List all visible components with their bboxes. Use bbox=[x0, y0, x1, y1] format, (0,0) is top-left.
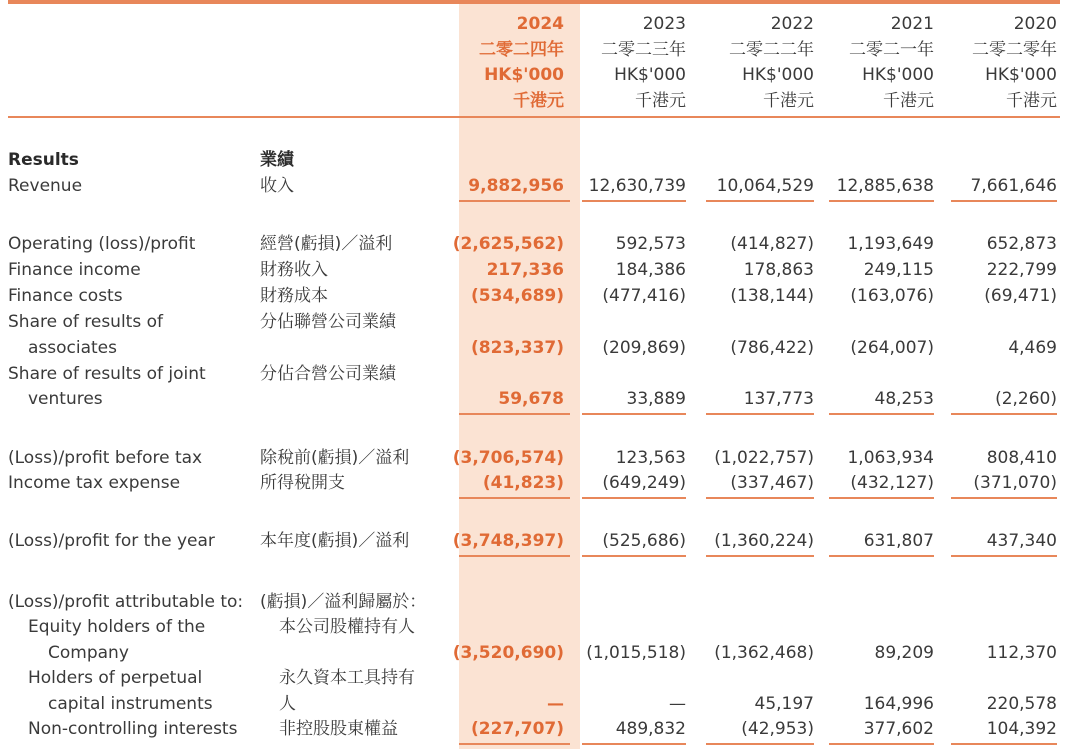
underline bbox=[459, 413, 570, 415]
header-unit: HK$'000 bbox=[985, 65, 1057, 85]
label-en: Income tax expense bbox=[8, 473, 181, 493]
header-year-zh: 二零二二年 bbox=[729, 39, 814, 60]
value-2023: (525,686) bbox=[602, 531, 686, 551]
underline bbox=[582, 200, 686, 202]
header-unit: HK$'000 bbox=[862, 65, 934, 85]
value-2021: 164,996 bbox=[863, 694, 934, 714]
label-en: Share of results of bbox=[8, 312, 163, 332]
value-2024: (3,520,690) bbox=[452, 643, 564, 663]
underline bbox=[951, 743, 1057, 745]
value-2023: 592,573 bbox=[615, 234, 686, 254]
value-2023: 184,386 bbox=[615, 260, 686, 280]
label-zh: 本年度(虧損)／溢利 bbox=[260, 531, 410, 551]
value-2020: 104,392 bbox=[986, 719, 1057, 739]
label-zh: 除稅前(虧損)／溢利 bbox=[260, 448, 410, 468]
value-2022: (1,022,757) bbox=[714, 448, 814, 468]
label-en: Non-controlling interests bbox=[28, 719, 238, 739]
row-for-the-year bbox=[0, 528, 1080, 554]
value-2020: 808,410 bbox=[986, 448, 1057, 468]
label-en: (Loss)/profit for the year bbox=[8, 531, 215, 551]
header-col-2024 bbox=[450, 12, 564, 114]
label-en: Operating (loss)/profit bbox=[8, 234, 196, 254]
underline bbox=[706, 555, 814, 557]
label-zh: 非控股股東權益 bbox=[279, 719, 398, 739]
value-2022: (138,144) bbox=[730, 286, 814, 306]
value-2020: 4,469 bbox=[1008, 338, 1057, 358]
underline bbox=[459, 497, 570, 499]
header-unit: HK$'000 bbox=[484, 65, 564, 85]
value-2020: 652,873 bbox=[986, 234, 1057, 254]
label-en: associates bbox=[28, 338, 118, 358]
value-2023: 12,630,739 bbox=[588, 176, 686, 196]
label-zh: 所得稅開支 bbox=[260, 473, 345, 493]
value-2023: 33,889 bbox=[626, 389, 686, 409]
value-2024: (227,707) bbox=[471, 719, 564, 739]
value-2021: (432,127) bbox=[850, 473, 934, 493]
row-revenue bbox=[0, 173, 1080, 199]
value-2020: 222,799 bbox=[986, 260, 1057, 280]
value-2024: (41,823) bbox=[482, 473, 564, 493]
value-2022: 10,064,529 bbox=[716, 176, 814, 196]
label-en: Results bbox=[8, 150, 79, 170]
row-income-tax bbox=[0, 470, 1080, 496]
label-zh: 財務收入 bbox=[260, 260, 328, 280]
underline bbox=[459, 200, 570, 202]
value-2023: (477,416) bbox=[602, 286, 686, 306]
header-year-zh: 二零二四年 bbox=[479, 39, 564, 60]
value-2021: (163,076) bbox=[850, 286, 934, 306]
value-2023: — bbox=[669, 694, 686, 714]
label-en: Revenue bbox=[8, 176, 83, 196]
underline bbox=[706, 743, 814, 745]
row-perpetual-line1 bbox=[0, 665, 1080, 691]
label-en: (Loss)/profit attributable to: bbox=[8, 592, 244, 612]
header-unit-zh: 千港元 bbox=[513, 90, 564, 111]
underline bbox=[582, 413, 686, 415]
row-operating bbox=[0, 231, 1080, 257]
section-results bbox=[0, 147, 1080, 173]
value-2021: 1,193,649 bbox=[847, 234, 934, 254]
label-en: (Loss)/profit before tax bbox=[8, 448, 203, 468]
value-2020: 112,370 bbox=[986, 643, 1057, 663]
value-2023: (1,015,518) bbox=[586, 643, 686, 663]
header-rule bbox=[8, 116, 1060, 118]
row-associates-line2 bbox=[0, 335, 1080, 361]
row-before-tax bbox=[0, 445, 1080, 471]
header-unit-zh: 千港元 bbox=[1006, 90, 1057, 111]
header-unit-zh: 千港元 bbox=[883, 90, 934, 111]
value-2022: (786,422) bbox=[730, 338, 814, 358]
header-year: 2020 bbox=[1013, 14, 1057, 34]
value-2023: (209,869) bbox=[602, 338, 686, 358]
underline bbox=[951, 413, 1057, 415]
underline bbox=[829, 413, 934, 415]
label-en: Finance income bbox=[8, 260, 141, 280]
label-zh: 分佔聯營公司業績 bbox=[260, 312, 396, 332]
header-year-zh: 二零二三年 bbox=[601, 39, 686, 60]
value-2022: (1,360,224) bbox=[714, 531, 814, 551]
value-2024: (3,706,574) bbox=[452, 448, 564, 468]
row-joint-ventures-line1 bbox=[0, 361, 1080, 387]
value-2024: (534,689) bbox=[471, 286, 564, 306]
value-2021: (264,007) bbox=[850, 338, 934, 358]
label-zh: 分佔合營公司業績 bbox=[260, 364, 396, 384]
label-zh: 永久資本工具持有 bbox=[279, 668, 415, 688]
label-en: capital instruments bbox=[48, 694, 213, 714]
value-2024: 9,882,956 bbox=[468, 176, 564, 196]
value-2024: 59,678 bbox=[498, 389, 564, 409]
header-unit-zh: 千港元 bbox=[635, 90, 686, 111]
underline bbox=[829, 743, 934, 745]
underline bbox=[706, 413, 814, 415]
label-en: Equity holders of the bbox=[28, 617, 206, 637]
row-non-controlling bbox=[0, 716, 1080, 742]
value-2024: 217,336 bbox=[486, 260, 564, 280]
underline bbox=[951, 497, 1057, 499]
header-year-zh: 二零二一年 bbox=[849, 39, 934, 60]
underline bbox=[829, 555, 934, 557]
value-2021: 1,063,934 bbox=[847, 448, 934, 468]
value-2022: 45,197 bbox=[754, 694, 814, 714]
underline bbox=[582, 743, 686, 745]
label-en: Share of results of joint bbox=[8, 364, 206, 384]
header-col-2020 bbox=[943, 12, 1057, 114]
label-zh: 財務成本 bbox=[260, 286, 328, 306]
value-2022: (1,362,468) bbox=[714, 643, 814, 663]
value-2024: — bbox=[547, 694, 564, 714]
row-equity-holders-line1 bbox=[0, 614, 1080, 640]
underline bbox=[951, 200, 1057, 202]
underline bbox=[829, 200, 934, 202]
label-en: Company bbox=[48, 643, 129, 663]
header-col-2021 bbox=[820, 12, 934, 114]
value-2020: (2,260) bbox=[995, 389, 1057, 409]
value-2022: (414,827) bbox=[730, 234, 814, 254]
header-year-zh: 二零二零年 bbox=[972, 39, 1057, 60]
row-finance-income bbox=[0, 257, 1080, 283]
header-year: 2022 bbox=[770, 14, 814, 34]
label-zh: 經營(虧損)／溢利 bbox=[260, 234, 393, 254]
value-2020: 7,661,646 bbox=[970, 176, 1057, 196]
label-en: Holders of perpetual bbox=[28, 668, 203, 688]
underline bbox=[706, 200, 814, 202]
value-2024: (2,625,562) bbox=[452, 234, 564, 254]
row-perpetual-line2 bbox=[0, 691, 1080, 717]
header-year: 2023 bbox=[642, 14, 686, 34]
value-2023: 489,832 bbox=[615, 719, 686, 739]
value-2021: 12,885,638 bbox=[836, 176, 934, 196]
label-zh: 人 bbox=[279, 694, 296, 714]
value-2022: 178,863 bbox=[743, 260, 814, 280]
underline bbox=[459, 555, 570, 557]
label-zh: (虧損)／溢利歸屬於： bbox=[260, 592, 427, 612]
value-2023: 123,563 bbox=[615, 448, 686, 468]
row-attributable-heading bbox=[0, 589, 1080, 615]
value-2024: (823,337) bbox=[471, 338, 564, 358]
value-2022: (42,953) bbox=[741, 719, 814, 739]
label-zh: 業績 bbox=[260, 150, 294, 170]
value-2024: (3,748,397) bbox=[452, 531, 564, 551]
header-unit: HK$'000 bbox=[742, 65, 814, 85]
value-2021: 377,602 bbox=[863, 719, 934, 739]
underline bbox=[829, 497, 934, 499]
header-col-2022 bbox=[700, 12, 814, 114]
header-unit-zh: 千港元 bbox=[763, 90, 814, 111]
value-2020: 220,578 bbox=[986, 694, 1057, 714]
header-year: 2021 bbox=[890, 14, 934, 34]
value-2022: 137,773 bbox=[743, 389, 814, 409]
row-finance-costs bbox=[0, 283, 1080, 309]
label-zh: 本公司股權持有人 bbox=[279, 617, 415, 637]
row-associates-line1 bbox=[0, 309, 1080, 335]
header-col-2023 bbox=[572, 12, 686, 114]
value-2021: 249,115 bbox=[863, 260, 934, 280]
value-2020: (371,070) bbox=[973, 473, 1057, 493]
row-equity-holders-line2 bbox=[0, 640, 1080, 666]
value-2020: 437,340 bbox=[986, 531, 1057, 551]
row-joint-ventures-line2 bbox=[0, 386, 1080, 412]
header-unit: HK$'000 bbox=[614, 65, 686, 85]
underline bbox=[951, 555, 1057, 557]
value-2023: (649,249) bbox=[602, 473, 686, 493]
value-2020: (69,471) bbox=[984, 286, 1057, 306]
label-en: ventures bbox=[28, 389, 103, 409]
label-en: Finance costs bbox=[8, 286, 123, 306]
underline bbox=[706, 497, 814, 499]
underline bbox=[459, 743, 570, 745]
value-2021: 89,209 bbox=[874, 643, 934, 663]
value-2022: (337,467) bbox=[730, 473, 814, 493]
underline bbox=[582, 555, 686, 557]
value-2021: 48,253 bbox=[874, 389, 934, 409]
label-zh: 收入 bbox=[260, 176, 294, 196]
header-year: 2024 bbox=[516, 14, 564, 34]
value-2021: 631,807 bbox=[863, 531, 934, 551]
underline bbox=[582, 497, 686, 499]
